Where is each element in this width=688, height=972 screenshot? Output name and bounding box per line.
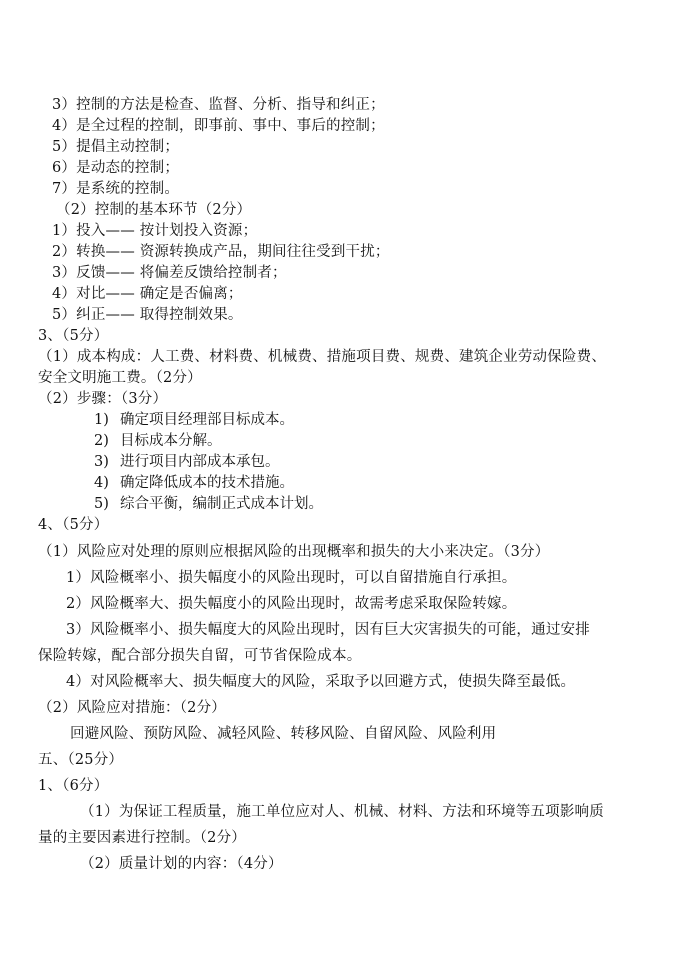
list-item (94, 473, 294, 493)
text-line: 1）投入—— 按计划投入资源； (52, 223, 258, 239)
list-item-text: 目标成本分解。 (120, 433, 222, 449)
text-line: （2）步骤：（3分） (38, 391, 168, 407)
text-line: 2）风险概率大、损失幅度小的风险出现时，故需考虑采取保险转嫁。 (66, 596, 517, 612)
text-line: （2）风险应对措施：（2分） (38, 700, 226, 716)
text-line: 2）转换—— 资源转换成产品，期间往往受到干扰； (52, 244, 390, 260)
text-line: 量的主要因素进行控制。（2分） (38, 830, 246, 846)
text-line: 7）是系统的控制。 (52, 181, 180, 197)
text-line: 安全文明施工费。（2分） (38, 370, 202, 386)
list-item (94, 410, 294, 430)
text-line: 4）对风险概率大、损失幅度大的风险，采取予以回避方式，使损失降至最低。 (66, 674, 576, 690)
list-item-number: 4) (94, 475, 109, 491)
text-line: 3）控制的方法是检查、监督、分析、指导和纠正； (52, 97, 385, 113)
list-item-text: 确定降低成本的技术措施。 (120, 475, 294, 491)
list-item (94, 494, 323, 514)
text-line: 1）风险概率小、损失幅度小的风险出现时，可以自留措施自行承担。 (66, 570, 517, 586)
text-line: 5）提倡主动控制； (52, 139, 180, 155)
text-line: 回避风险、预防风险、减轻风险、转移风险、自留风险、风险利用 (70, 726, 497, 742)
text-line: （2）控制的基本环节（2分） (56, 202, 252, 218)
text-line: （1）成本构成：人工费、材料费、机械费、措施项目费、规费、建筑企业劳动保险费、 (38, 349, 607, 365)
text-line: （1）风险应对处理的原则应根据风险的出现概率和损失的大小来决定。（3分） (38, 544, 550, 560)
text-line: 4）对比—— 确定是否偏离； (52, 286, 243, 302)
text-line: 3）反馈—— 将偏差反馈给控制者； (52, 265, 287, 281)
list-item-number: 2) (94, 433, 109, 449)
list-item-text: 进行项目内部成本承包。 (120, 454, 280, 470)
list-item-number: 3) (94, 454, 109, 470)
list-item-text: 综合平衡，编制正式成本计划。 (120, 496, 323, 512)
list-item-number: 5) (94, 496, 109, 512)
section-heading: 3、（5分） (38, 328, 109, 344)
section-heading: 4、（5分） (38, 517, 109, 533)
text-line: （1）为保证工程质量，施工单位应对人、机械、材料、方法和环境等五项影响质 (80, 804, 604, 820)
text-line: 6）是动态的控制； (52, 160, 180, 176)
list-item (94, 452, 280, 472)
text-line: 3）风险概率小、损失幅度大的风险出现时，因有巨大灾害损失的可能，通过安排 (66, 622, 590, 638)
text-line: （2）质量计划的内容：（4分） (80, 856, 283, 872)
section-heading: 五、（25分） (38, 752, 124, 768)
text-line: 保险转嫁，配合部分损失自留，可节省保险成本。 (38, 648, 362, 664)
text-line: 5）纠正—— 取得控制效果。 (52, 307, 243, 323)
section-heading: 1、（6分） (38, 778, 109, 794)
list-item-number: 1) (94, 412, 109, 428)
list-item-text: 确定项目经理部目标成本。 (120, 412, 294, 428)
text-line: 4）是全过程的控制，即事前、事中、事后的控制； (52, 118, 385, 134)
list-item (94, 431, 222, 451)
